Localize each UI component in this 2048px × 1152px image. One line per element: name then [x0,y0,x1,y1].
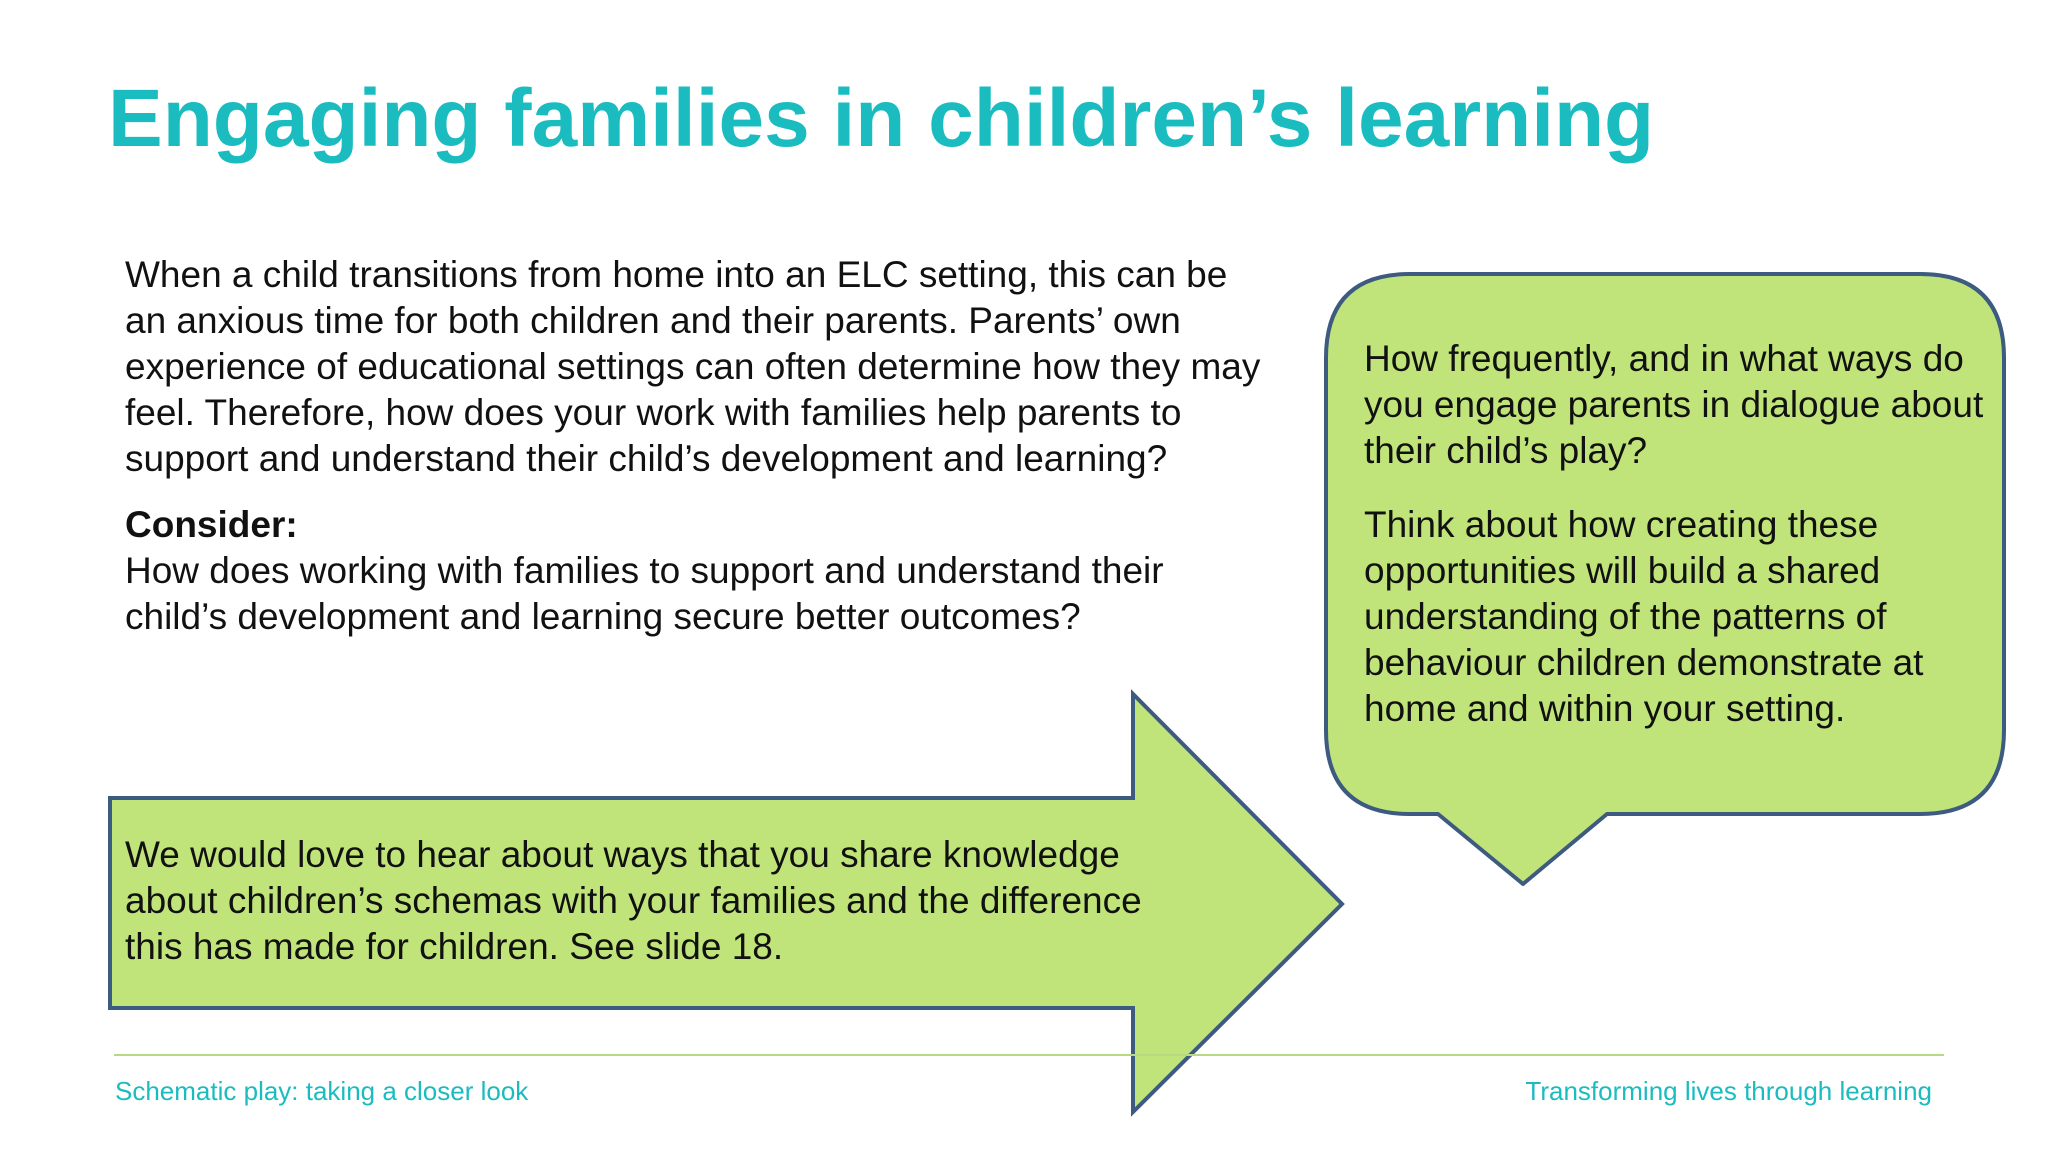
bubble-reflection: Think about how creating these opportunities will build a shared understanding of the patterns of behaviour children demonstrate at home and within your setting. [1364,504,1924,729]
bubble-question: How frequently, and in what ways do you engage parents in dialogue about their child’s play? [1364,338,1984,471]
consider-question: How does working with families to support and understand their child’s development and learning secure better outcomes? [125,550,1164,637]
consider-label: Consider: [125,504,298,545]
speech-bubble-text [1364,336,1984,732]
intro-paragraph: When a child transitions from home into an ELC setting, this can be an anxious time for both children and their parents. Parents’ own experience of educational settings can often determine how they may feel. Therefore, how does your work with families help parents to support and understand their child’s development and learning? [125,254,1261,479]
footer-divider [114,1054,1944,1056]
footer-tagline: Transforming lives through learning [1525,1076,1932,1106]
arrow-callout-text: We would love to hear about ways that you share knowledge about children’s schemas with your families and the difference this has made for children. See slide 18. [125,834,1142,967]
footer-presentation-title: Schematic play: taking a closer look [115,1076,529,1106]
slide-title: Engaging families in children’s learning [108,73,1655,164]
